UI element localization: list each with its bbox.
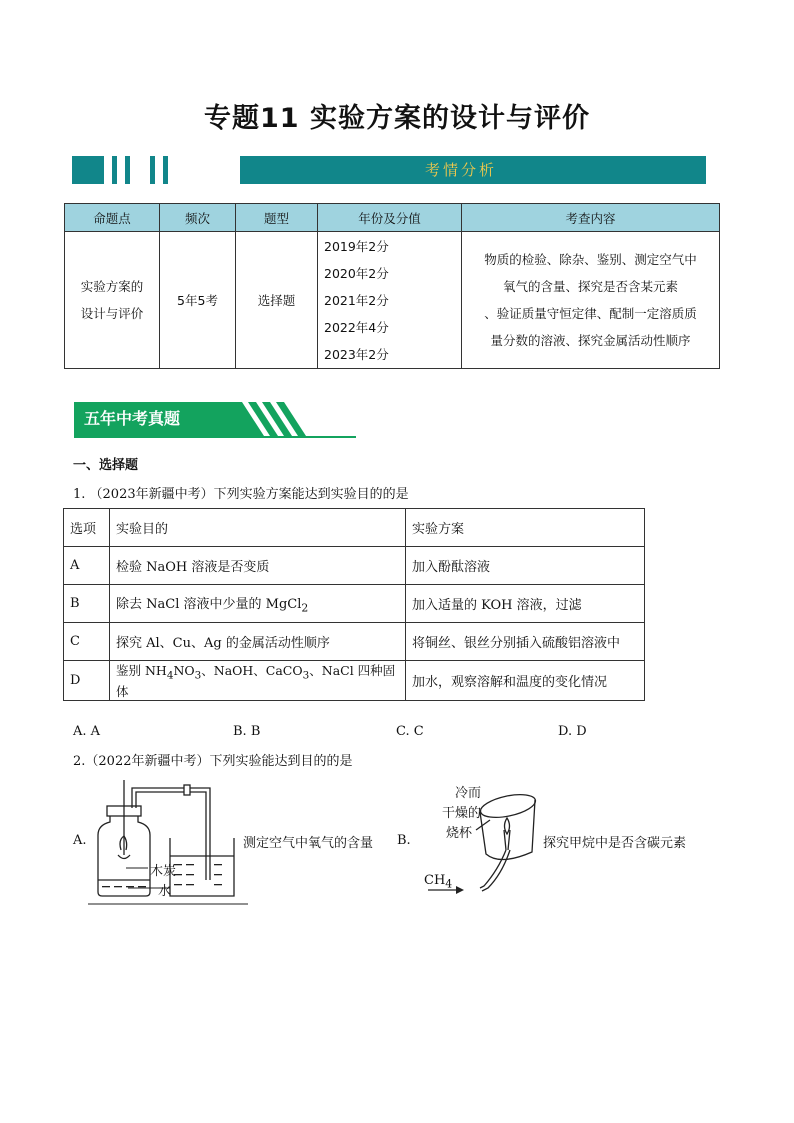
year-score: 2021年2分: [324, 292, 389, 308]
banner-stripe: [150, 156, 155, 184]
banner-stripe: [615, 156, 620, 184]
exam-summary-table: [64, 203, 720, 369]
summary-frequency: 5年5考: [160, 232, 236, 369]
answer-option-b[interactable]: B. B: [233, 724, 261, 739]
subscript: 4: [445, 877, 453, 891]
answer-option-c[interactable]: C. C: [396, 724, 424, 739]
cup-label-line3: 烧杯: [446, 826, 473, 841]
summary-years: [318, 232, 462, 369]
answer-option-d[interactable]: D. D: [558, 724, 587, 739]
table-row: [64, 585, 645, 623]
goal-cell: [110, 661, 406, 701]
option-cell: B: [64, 585, 110, 623]
banner-stripe: [668, 156, 673, 184]
goal-cell: 检验 NaOH 溶液是否变质: [110, 547, 406, 585]
table-row: [64, 623, 645, 661]
option-cell: C: [64, 623, 110, 661]
option-cell: A: [64, 547, 110, 585]
subscript: 3: [194, 669, 202, 682]
plan-cell: 加入适量的 KOH 溶液，过滤: [406, 585, 645, 623]
subscript: 2: [301, 601, 309, 615]
figure-b-caption: 探究甲烷中是否含碳元素: [543, 836, 687, 851]
banner-stripe: [628, 156, 633, 184]
subscript: 4: [166, 669, 174, 682]
table-header: 实验目的: [110, 509, 406, 547]
year-score: 2020年2分: [324, 265, 389, 281]
summary-header: 命题点: [65, 204, 160, 232]
cup-label-line2: 干燥的: [442, 806, 482, 821]
content-line: 物质的检验、除杂、鉴别、测定空气中: [484, 252, 697, 267]
banner-title: 考情分析: [240, 156, 682, 184]
figure-a-caption: 测定空气中氧气的含量: [243, 836, 374, 851]
table-header: 选项: [64, 509, 110, 547]
sub-heading: 一、选择题: [73, 458, 139, 473]
water-label: 水: [158, 884, 172, 899]
goal-text: 、NaCl 四种固体: [116, 663, 396, 699]
table-row: [64, 661, 645, 701]
plan-cell: 加入酚酞溶液: [406, 547, 645, 585]
summary-type: 选择题: [236, 232, 318, 369]
banner-stripe: [163, 156, 168, 184]
option-cell: D: [64, 661, 110, 701]
goal-cell: [110, 585, 406, 623]
year-score: 2023年2分: [324, 346, 389, 362]
banner-bar-left: [72, 156, 104, 184]
figure-a-label: A.: [73, 833, 87, 848]
table-header: 实验方案: [406, 509, 645, 547]
figure-b-label: B.: [397, 833, 411, 848]
goal-text: 鉴别 NH: [116, 663, 167, 678]
summary-header: 考查内容: [462, 204, 720, 232]
goal-text: NO: [173, 663, 195, 678]
year-score: 2019年2分: [324, 238, 389, 254]
summary-header: 年份及分值: [318, 204, 462, 232]
content-line: 氧气的含量、探究是否含某元素: [502, 279, 678, 294]
goal-text: 、NaOH、CaCO: [201, 663, 303, 678]
topic-line: 设计与评价: [80, 306, 144, 321]
section-header-label: 五年中考真题: [74, 402, 242, 436]
charcoal-label: 木炭: [150, 864, 177, 879]
section-banner: [72, 156, 706, 184]
year-score: 2022年4分: [324, 319, 389, 335]
page-title: 专题11 实验方案的设计与评价: [204, 103, 590, 134]
answer-option-a[interactable]: A. A: [73, 724, 101, 739]
banner-bar-right: [676, 156, 706, 184]
table-row: [64, 547, 645, 585]
summary-header: 题型: [236, 204, 318, 232]
banner-stripe: [125, 156, 130, 184]
summary-content: [462, 232, 720, 369]
banner-stripe: [655, 156, 660, 184]
summary-topic: [65, 232, 160, 369]
summary-header: 频次: [160, 204, 236, 232]
section-header-stripes: [224, 402, 334, 436]
cup-label-line1: 冷而: [455, 786, 482, 801]
question-1-table: [63, 508, 645, 701]
table-row: [64, 509, 645, 547]
banner-stripe: [112, 156, 117, 184]
question-1-stem: 1. （2023年新疆中考）下列实验方案能达到实验目的的是: [73, 487, 409, 502]
plan-cell: 将铜丝、银丝分别插入硫酸铝溶液中: [406, 623, 645, 661]
content-line: 量分数的溶液、探究金属活动性顺序: [490, 333, 691, 348]
goal-cell: 探究 Al、Cu、Ag 的金属活动性顺序: [110, 623, 406, 661]
content-line: 、验证质量守恒定律、配制一定溶质质: [484, 306, 697, 321]
subscript: 3: [302, 669, 310, 682]
methane-formula: CH: [424, 873, 446, 888]
goal-text: 除去 NaCl 溶液中少量的 MgCl: [116, 596, 302, 612]
plan-cell: 加水，观察溶解和温度的变化情况: [406, 661, 645, 701]
question-2-stem: 2.（2022年新疆中考）下列实验能达到目的的是: [73, 754, 353, 769]
section-header: [74, 402, 356, 438]
methane-label: [424, 873, 452, 891]
topic-line: 实验方案的: [80, 279, 144, 294]
section-header-rule: [74, 436, 356, 438]
